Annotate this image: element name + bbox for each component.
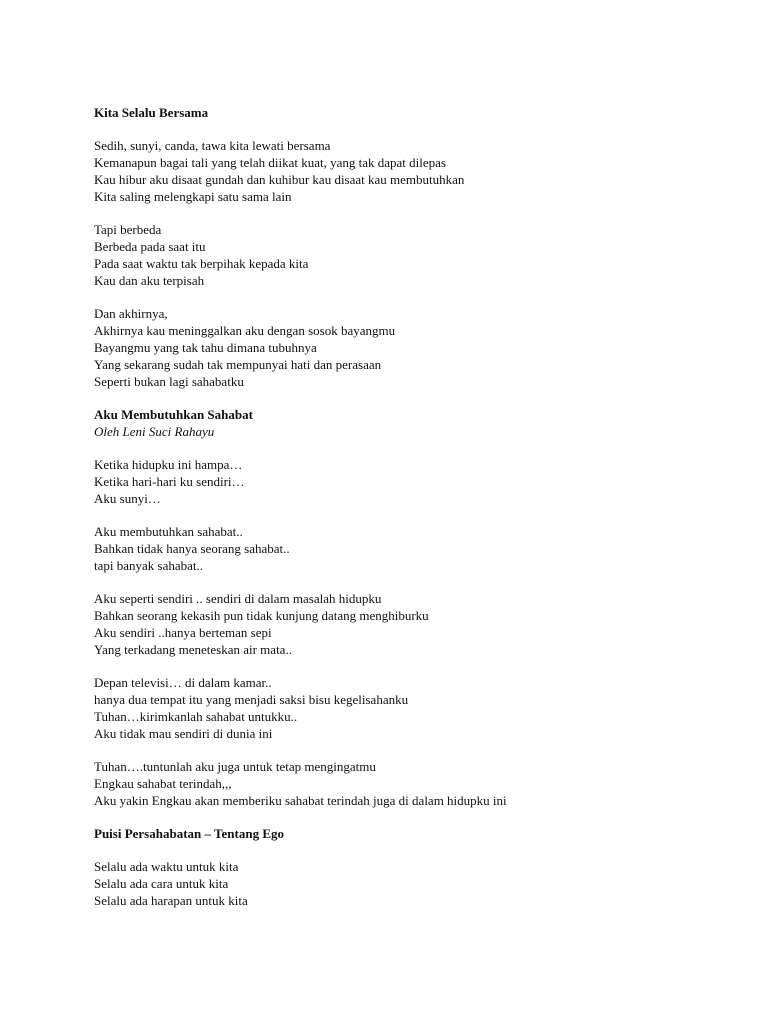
poem-line: tapi banyak sahabat..: [94, 558, 204, 573]
poem-line: Akhirnya kau meninggalkan aku dengan sosok bayangmu: [94, 323, 396, 338]
poem: [94, 406, 734, 809]
poem-line: Dan akhirnya,: [94, 306, 168, 321]
stanza: [94, 456, 734, 507]
poem-line: Tuhan…kirimkanlah sahabat untukku..: [94, 709, 298, 724]
poem-line: Ketika hari-hari ku sendiri…: [94, 474, 245, 489]
stanza: [94, 758, 734, 809]
poem-line: hanya dua tempat itu yang menjadi saksi bisu kegelisahanku: [94, 692, 409, 707]
poem-title: Kita Selalu Bersama: [94, 105, 209, 120]
poem-line: Aku seperti sendiri .. sendiri di dalam masalah hidupku: [94, 591, 382, 606]
stanza: [94, 590, 734, 658]
poem-line: Pada saat waktu tak berpihak kepada kita: [94, 256, 309, 271]
document-page: [94, 104, 734, 909]
poem-line: Yang sekarang sudah tak mempunyai hati dan perasaan: [94, 357, 382, 372]
poem-line: Selalu ada harapan untuk kita: [94, 893, 248, 908]
poem-line: Tapi berbeda: [94, 222, 162, 237]
stanza: [94, 674, 734, 742]
poem-line: Aku sendiri ..hanya berteman sepi: [94, 625, 272, 640]
poem-line: Ketika hidupku ini hampa…: [94, 457, 243, 472]
stanza: [94, 305, 734, 390]
poem-line: Kemanapun bagai tali yang telah diikat kuat, yang tak dapat dilepas: [94, 155, 446, 170]
stanza: [94, 858, 734, 909]
poem-line: Aku yakin Engkau akan memberiku sahabat terindah juga di dalam hidupku ini: [94, 793, 507, 808]
poem-line: Seperti bukan lagi sahabatku: [94, 374, 244, 389]
stanza: [94, 523, 734, 574]
poem: [94, 104, 734, 390]
stanza: [94, 137, 734, 205]
poem-line: Kau hibur aku disaat gundah dan kuhibur kau disaat kau membutuhkan: [94, 172, 465, 187]
poem-line: Aku sunyi…: [94, 491, 161, 506]
poem-line: Kita saling melengkapi satu sama lain: [94, 189, 292, 204]
poem-line: Yang terkadang meneteskan air mata..: [94, 642, 292, 657]
poem-line: Tuhan….tuntunlah aku juga untuk tetap mengingatmu: [94, 759, 376, 774]
poem-title: Aku Membutuhkan Sahabat: [94, 407, 253, 422]
poem-line: Aku tidak mau sendiri di dunia ini: [94, 726, 273, 741]
poem-line: Sedih, sunyi, canda, tawa kita lewati bersama: [94, 138, 331, 153]
poem-line: Depan televisi… di dalam kamar..: [94, 675, 272, 690]
poem-line: Bahkan seorang kekasih pun tidak kunjung datang menghiburku: [94, 608, 429, 623]
poem-line: Bayangmu yang tak tahu dimana tubuhnya: [94, 340, 317, 355]
poem-line: Aku membutuhkan sahabat..: [94, 524, 243, 539]
poem-title: Puisi Persahabatan – Tentang Ego: [94, 826, 284, 841]
poem-line: Engkau sahabat terindah,,,: [94, 776, 232, 791]
poem-author: Oleh Leni Suci Rahayu: [94, 424, 215, 439]
poem-line: Berbeda pada saat itu: [94, 239, 206, 254]
poem-line: Selalu ada cara untuk kita: [94, 876, 229, 891]
poem-line: Bahkan tidak hanya seorang sahabat..: [94, 541, 290, 556]
poem-line: Selalu ada waktu untuk kita: [94, 859, 239, 874]
poem: [94, 825, 734, 909]
stanza: [94, 221, 734, 289]
poem-line: Kau dan aku terpisah: [94, 273, 205, 288]
